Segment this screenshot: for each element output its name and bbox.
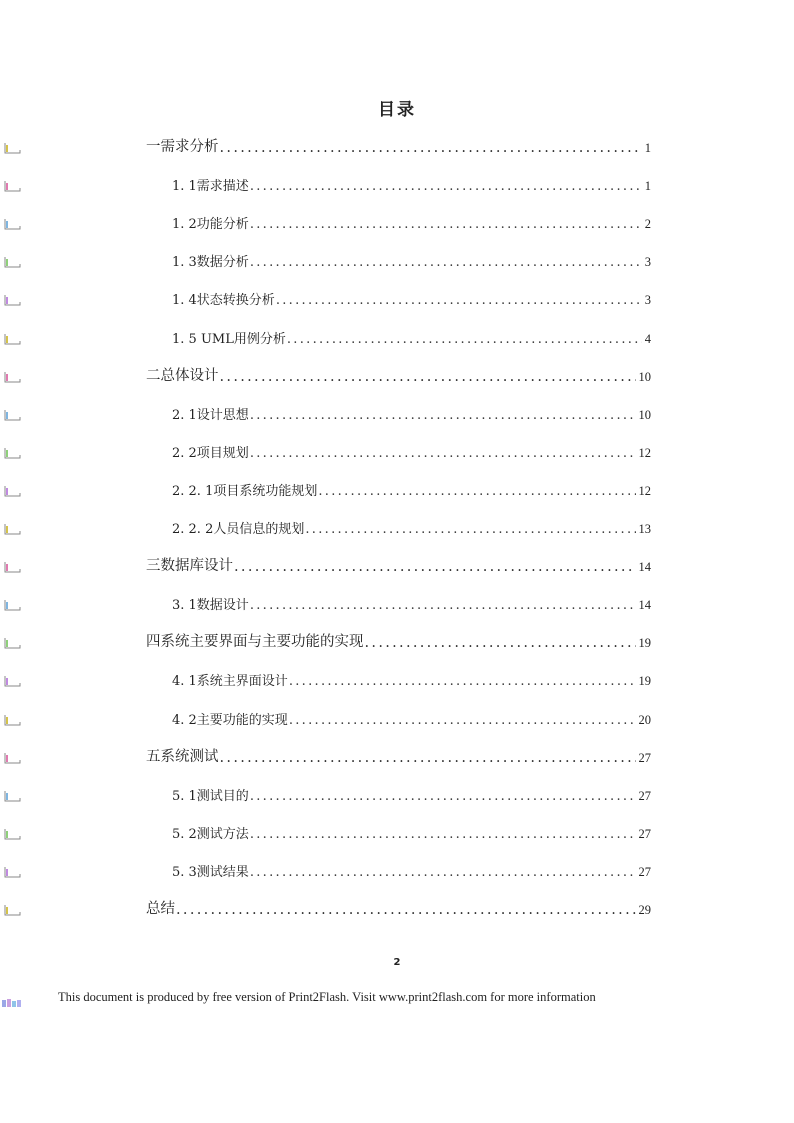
toc-dot-leader <box>318 484 635 499</box>
toc-entry[interactable] <box>172 250 651 270</box>
toc-entry-label: 5. 1测试目的 <box>172 788 249 804</box>
toc-entry[interactable] <box>172 593 651 613</box>
toc-entry-page: 14 <box>638 560 651 575</box>
toc-dot-leader <box>365 635 636 651</box>
toc-entry[interactable] <box>172 479 651 499</box>
margin-marker-icon <box>4 599 21 611</box>
toc-entry-label: 五系统测试 <box>146 748 219 765</box>
toc-entry-label: 1. 4状态转换分析 <box>172 293 275 309</box>
toc-entry-label: 5. 3测试结果 <box>172 864 249 880</box>
toc-entry-page: 2 <box>644 217 651 232</box>
toc-entry-label: 一需求分析 <box>146 139 219 155</box>
toc-dot-leader <box>305 522 635 537</box>
toc-entry[interactable] <box>172 517 651 537</box>
toc-entry-label: 4. 2主要功能的实现 <box>172 712 288 728</box>
toc-entry-page: 3 <box>644 293 651 308</box>
toc-entry-label: 2. 2项目规划 <box>172 445 249 461</box>
toc-dot-leader <box>276 293 642 308</box>
toc-entry-label: 2. 2. 1项目系统功能规划 <box>172 483 318 499</box>
toc-entry-label: 三数据库设计 <box>146 558 233 575</box>
toc-entry-page: 20 <box>638 712 651 727</box>
toc-entry-page: 27 <box>638 750 651 765</box>
toc-entry-label: 二总体设计 <box>146 367 219 384</box>
toc-dot-leader <box>250 408 636 423</box>
toc-entry-page: 3 <box>644 255 651 270</box>
footer-text: This document is produced by free version of Print2Flash. Visit www.print2flash.com for more information <box>58 990 596 1004</box>
toc-entry-page: 10 <box>638 369 651 384</box>
toc-entry[interactable] <box>172 669 651 689</box>
margin-marker-icon <box>4 637 21 649</box>
margin-marker-icon <box>4 866 21 878</box>
toc-entry[interactable] <box>172 174 651 194</box>
toc-entry[interactable] <box>172 708 651 728</box>
toc-entry-label: 1. 2功能分析 <box>172 217 249 233</box>
toc-dot-leader <box>250 446 636 461</box>
toc-entry-page: 10 <box>638 407 651 422</box>
toc-entry-page: 1 <box>644 141 651 155</box>
margin-marker-icon <box>4 904 21 916</box>
toc-entry-page: 13 <box>638 522 651 536</box>
toc-entry[interactable] <box>146 631 651 651</box>
margin-marker-icon <box>4 790 21 802</box>
toc-dot-leader <box>234 559 636 575</box>
margin-marker-icon <box>4 371 21 383</box>
toc-entry[interactable] <box>146 136 651 156</box>
margin-marker-icon <box>4 218 21 230</box>
toc-entry[interactable] <box>172 784 651 804</box>
print2flash-logo-icon <box>2 993 22 1002</box>
toc-dot-leader <box>289 713 636 728</box>
toc-entry-page: 1 <box>644 179 651 194</box>
margin-marker-icon <box>4 561 21 573</box>
margin-marker-icon <box>4 675 21 687</box>
toc-entry-label: 2. 1设计思想 <box>172 407 249 423</box>
toc-entry[interactable] <box>172 212 651 232</box>
toc-dot-leader <box>250 789 636 804</box>
margin-marker-icon <box>4 142 21 154</box>
margin-marker-icon <box>4 409 21 421</box>
toc-dot-leader <box>250 865 636 880</box>
toc-dot-leader <box>289 674 636 689</box>
toc-entry-page: 12 <box>638 483 651 498</box>
margin-marker-icon <box>4 828 21 840</box>
toc-dot-leader <box>250 179 642 194</box>
toc-entry[interactable] <box>172 860 651 880</box>
margin-marker-icon <box>4 485 21 497</box>
toc-entry-label: 1. 1需求描述 <box>172 179 249 195</box>
margin-marker-icon <box>4 333 21 345</box>
toc-dot-leader <box>250 255 642 270</box>
toc-entry-label: 4. 1系统主界面设计 <box>172 674 288 690</box>
toc-entry[interactable] <box>146 898 651 918</box>
margin-marker-icon <box>4 523 21 535</box>
margin-marker-icon <box>4 256 21 268</box>
toc-dot-leader <box>220 369 636 385</box>
margin-marker-icon <box>4 447 21 459</box>
toc-entry-label: 总结 <box>146 901 175 917</box>
toc-entry[interactable] <box>172 288 651 308</box>
toc-dot-leader <box>220 750 636 766</box>
toc-dot-leader <box>220 140 642 156</box>
toc-entry[interactable] <box>172 441 651 461</box>
toc-entry-label: 四系统主要界面与主要功能的实现 <box>146 634 364 651</box>
margin-marker-icon <box>4 294 21 306</box>
page-title: 目录 <box>378 100 416 120</box>
toc-entry-page: 14 <box>638 598 651 613</box>
toc-entry[interactable] <box>146 746 651 766</box>
toc-entry[interactable] <box>172 403 651 423</box>
toc-entry-page: 27 <box>638 788 651 803</box>
toc-entry[interactable] <box>172 327 651 347</box>
toc-entry-page: 19 <box>638 636 651 651</box>
margin-marker-icon <box>4 752 21 764</box>
toc-entry-label: 3. 1数据设计 <box>172 598 249 614</box>
toc-dot-leader <box>176 902 636 918</box>
toc-entry-page: 4 <box>644 331 651 346</box>
toc-dot-leader <box>287 332 642 347</box>
toc-entry-page: 27 <box>638 826 651 841</box>
toc-dot-leader <box>250 598 636 613</box>
margin-marker-icon <box>4 180 21 192</box>
toc-entry-label: 2. 2. 2人员信息的规划 <box>172 522 305 537</box>
toc-entry-label: 1. 3数据分析 <box>172 255 249 271</box>
toc-entry-page: 29 <box>638 903 651 917</box>
toc-entry[interactable] <box>146 365 651 385</box>
toc-entry[interactable] <box>146 555 651 575</box>
margin-marker-icon <box>4 714 21 726</box>
toc-entry-label: 1. 5 UML用例分析 <box>172 331 286 347</box>
toc-entry-page: 19 <box>638 674 651 689</box>
toc-entry[interactable] <box>172 822 651 842</box>
toc-entry-label: 5. 2测试方法 <box>172 826 249 842</box>
toc-dot-leader <box>250 217 642 232</box>
toc-entry-page: 27 <box>638 864 651 879</box>
page-number: 2 <box>393 957 401 968</box>
toc-entry-page: 12 <box>638 445 651 460</box>
toc-dot-leader <box>250 827 636 842</box>
